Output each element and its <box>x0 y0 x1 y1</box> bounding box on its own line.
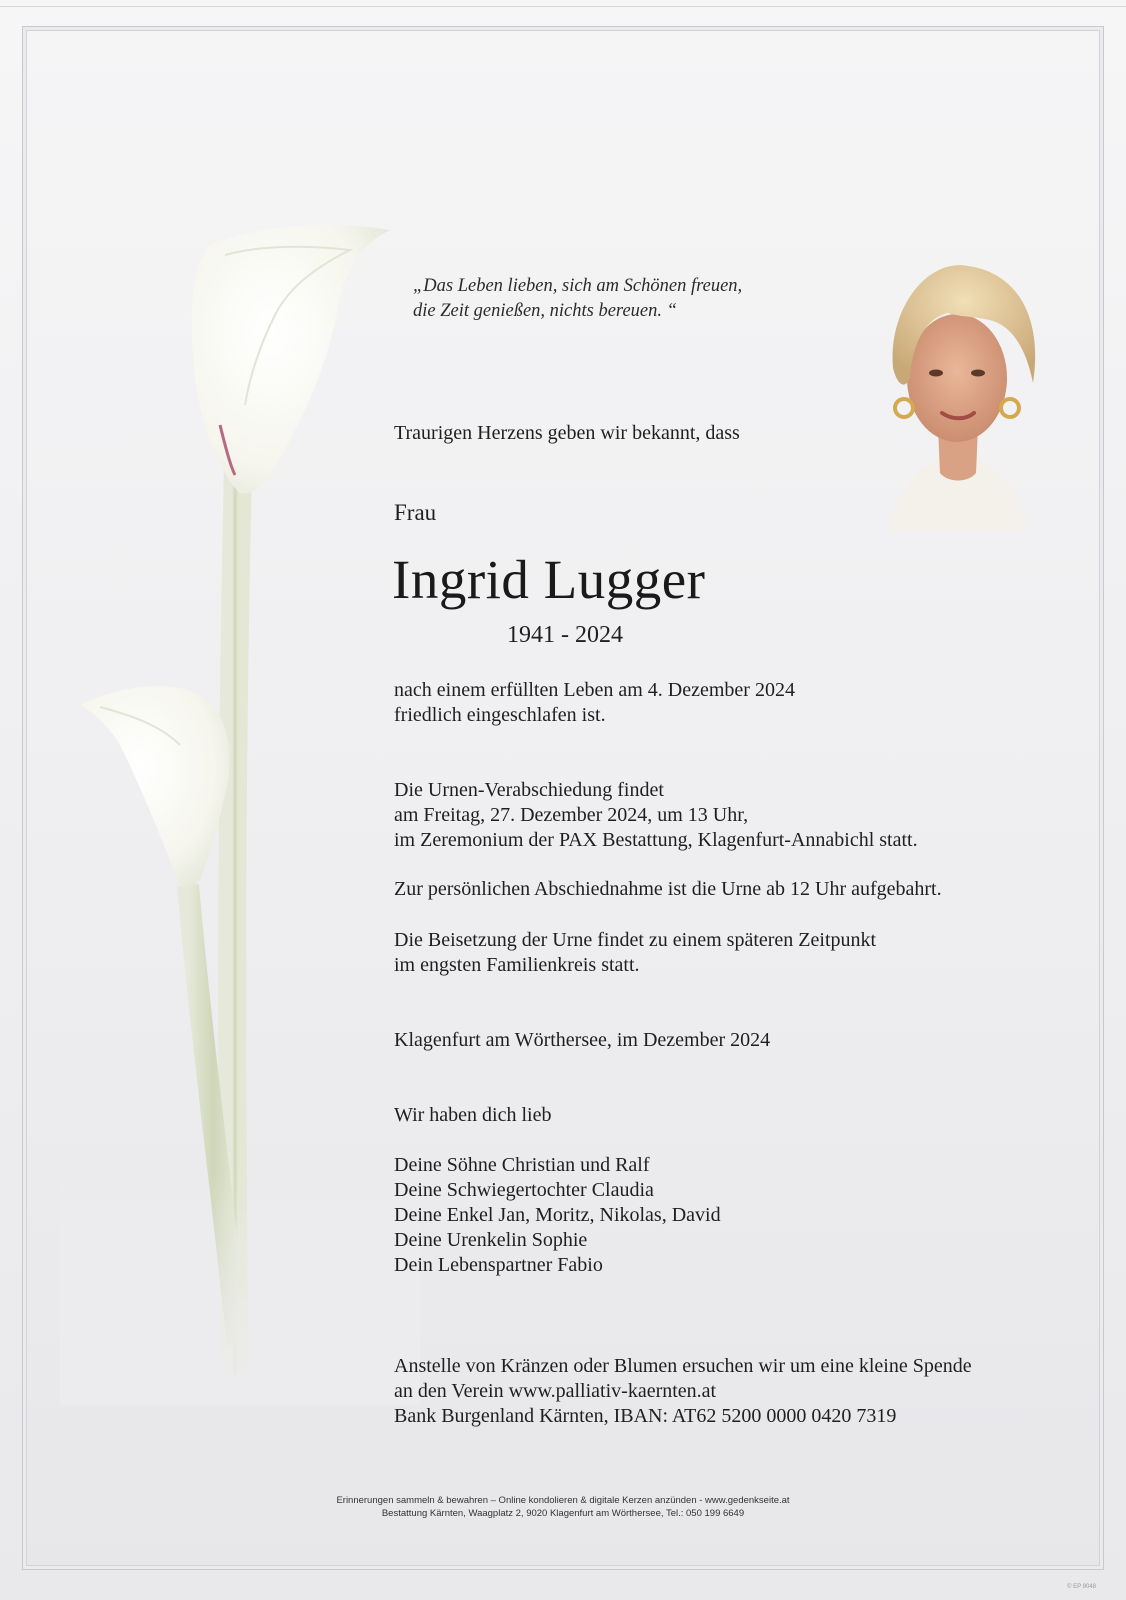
family-member: Deine Urenkelin Sophie <box>394 1229 588 1251</box>
love-line: Wir haben dich lieb <box>394 1104 552 1126</box>
quote-line-1: „Das Leben lieben, sich am Schönen freuen, <box>413 276 743 296</box>
donation-info <box>394 1354 972 1429</box>
calla-lily-icon <box>60 225 420 1405</box>
footer <box>0 1494 1126 1520</box>
print-stamp: © EP 9048 <box>1067 1584 1096 1590</box>
donation-link[interactable]: an den Verein www.palliativ-kaernten.at <box>394 1380 717 1402</box>
ceremony-line: Die Urnen-Verabschiedung findet <box>394 779 664 801</box>
family-member: Deine Enkel Jan, Moritz, Nikolas, David <box>394 1204 721 1226</box>
donation-line: Anstelle von Kränzen oder Blumen ersuchen wir um eine kleine Spende <box>394 1355 972 1377</box>
ceremony-info <box>394 778 918 853</box>
quote-line-2: die Zeit genießen, nichts bereuen. “ <box>413 301 677 321</box>
life-years: 1941 - 2024 <box>507 622 623 648</box>
burial-info <box>394 928 876 978</box>
epitaph-quote <box>413 274 833 324</box>
family-list <box>394 1153 721 1278</box>
farewell-info: Zur persönlichen Abschiednahme ist die Urne ab 12 Uhr aufgebahrt. <box>394 878 942 900</box>
death-notice-line: friedlich eingeschlafen ist. <box>394 704 606 726</box>
footer-line-1[interactable]: Erinnerungen sammeln & bewahren – Online kondolieren & digitale Kerzen anzünden - www.gedenkseite.at <box>336 1495 790 1506</box>
top-rule <box>0 6 1126 7</box>
death-notice-line: nach einem erfüllten Leben am 4. Dezember 2024 <box>394 679 795 701</box>
family-member: Deine Schwiegertochter Claudia <box>394 1179 654 1201</box>
burial-line: im engsten Familienkreis statt. <box>394 954 640 976</box>
death-notice <box>394 678 795 728</box>
donation-line: Bank Burgenland Kärnten, IBAN: AT62 5200 0000 0420 7319 <box>394 1405 897 1427</box>
intro-text: Traurigen Herzens geben wir bekannt, dass <box>394 422 740 444</box>
family-member: Dein Lebenspartner Fabio <box>394 1254 603 1276</box>
ceremony-line: am Freitag, 27. Dezember 2024, um 13 Uhr, <box>394 804 749 826</box>
burial-line: Die Beisetzung der Urne findet zu einem späteren Zeitpunkt <box>394 929 877 951</box>
family-member: Deine Söhne Christian und Ralf <box>394 1154 650 1176</box>
deceased-name: Ingrid Lugger <box>392 549 706 610</box>
footer-line-2: Bestattung Kärnten, Waagplatz 2, 9020 Klagenfurt am Wörthersee, Tel.: 050 199 6649 <box>381 1508 745 1519</box>
ceremony-line: im Zeremonium der PAX Bestattung, Klagenfurt-Annabichl statt. <box>394 829 918 851</box>
salutation: Frau <box>394 500 437 525</box>
place-date: Klagenfurt am Wörthersee, im Dezember 2024 <box>394 1029 771 1051</box>
portrait-photo <box>868 258 1046 530</box>
